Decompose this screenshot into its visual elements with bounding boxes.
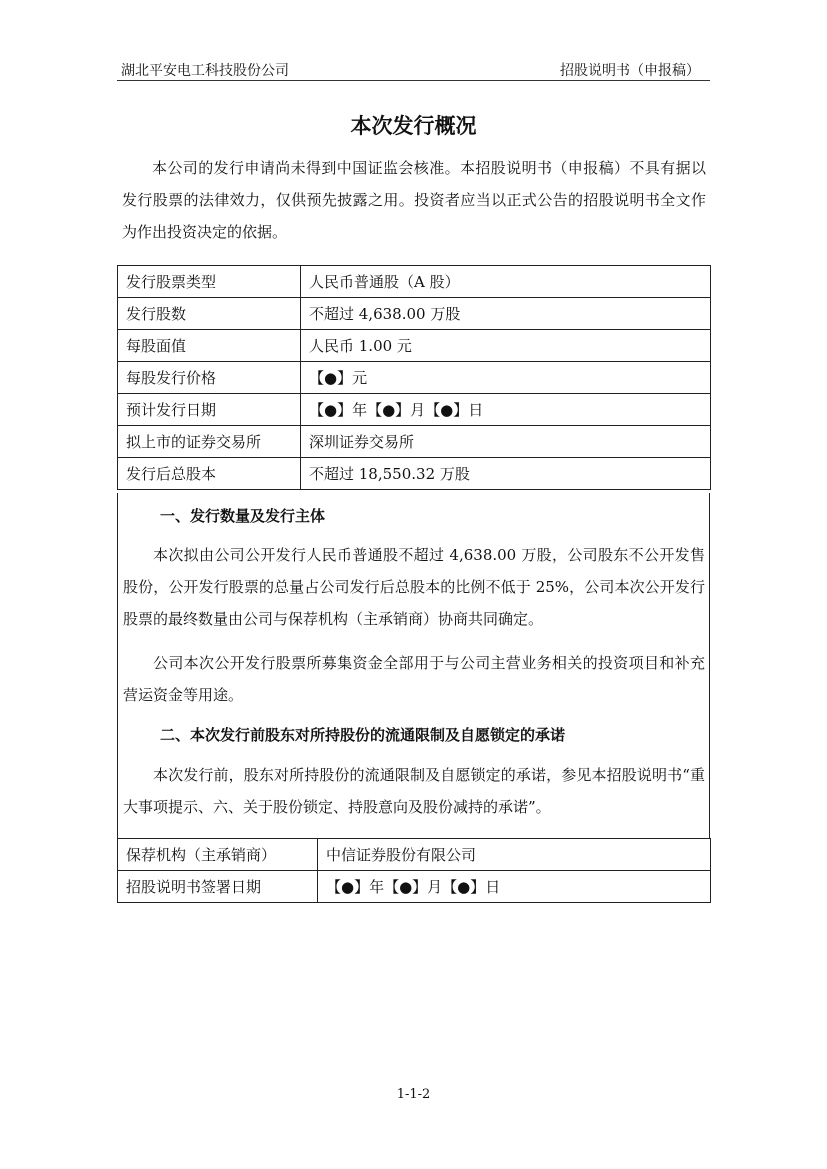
header-doc-name: 招股说明书（申报稿） [560,63,700,79]
table-row [118,394,711,426]
table-row [118,266,711,298]
table-row [118,871,711,903]
row-label: 保荐机构（主承销商） [118,839,318,871]
row-label: 预计发行日期 [118,394,301,426]
row-label: 每股发行价格 [118,362,301,394]
page-header [117,58,710,81]
section1-paragraph-2: 公司本次公开发行股票所募集资金全部用于与公司主营业务相关的投资项目和补充营运资金等用途。 [123,654,705,704]
section2-heading: 二、本次发行前股东对所持股份的流通限制及自愿锁定的承诺 [160,726,566,744]
row-value: 不超过 18,550.32 万股 [301,458,711,490]
row-label: 拟上市的证券交易所 [118,426,301,458]
table-row [118,298,711,330]
table-row [118,426,711,458]
table-row [118,839,711,871]
row-value: 中信证券股份有限公司 [318,839,711,871]
row-value: 【●】年【●】月【●】日 [301,394,711,426]
row-label: 发行股数 [118,298,301,330]
section1-paragraph-1: 本次拟由公司公开发行人民币普通股不超过 4,638.00 万股，公司股东不公开发售股份，公开发行股票的总量占公司发行后总股本的比例不低于 25%，公司本次公开发行股票的最终数量由公司与保荐机构（主承销商）协商共同确定。 [123,546,705,628]
row-label: 每股面值 [118,330,301,362]
offering-table [117,265,711,490]
table-row [118,330,711,362]
row-label: 发行股票类型 [118,266,301,298]
row-value: 【●】年【●】月【●】日 [318,871,711,903]
row-value: 【●】元 [301,362,711,394]
intro-paragraph: 本公司的发行申请尚未得到中国证监会核准。本招股说明书（申报稿）不具有据以发行股票的法律效力，仅供预先披露之用。投资者应当以正式公告的招股说明书全文作为作出投资决定的依据。 [122,159,706,241]
header-company: 湖北平安电工科技股份公司 [121,63,289,79]
page-number: 1-1-2 [396,1087,431,1102]
table-row [118,362,711,394]
sponsor-table [117,838,711,903]
row-label: 招股说明书签署日期 [118,871,318,903]
section1-heading: 一、发行数量及发行主体 [160,507,326,525]
page-title: 本次发行概况 [350,114,477,138]
row-value: 人民币普通股（A 股） [301,266,711,298]
row-value: 人民币 1.00 元 [301,330,711,362]
row-label: 发行后总股本 [118,458,301,490]
row-value: 不超过 4,638.00 万股 [301,298,711,330]
row-value: 深圳证券交易所 [301,426,711,458]
section2-paragraph-1: 本次发行前，股东对所持股份的流通限制及自愿锁定的承诺，参见本招股说明书“重大事项提示、六、关于股份锁定、持股意向及股份减持的承诺”。 [123,766,705,816]
issuance-details-box [117,493,710,838]
table-row [118,458,711,490]
